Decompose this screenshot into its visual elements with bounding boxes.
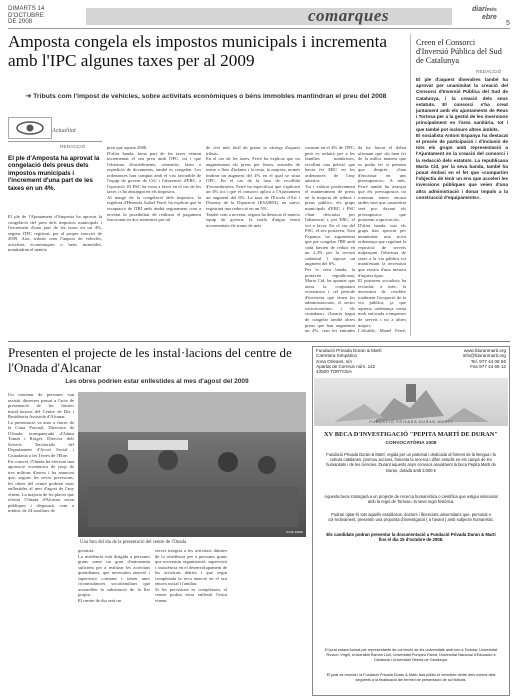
ad-address bbox=[316, 348, 416, 374]
subheadline bbox=[8, 92, 404, 101]
eye-icon bbox=[15, 121, 45, 135]
ad-line-2: zona Orleans, s/n bbox=[316, 358, 353, 364]
ad-paragraph-4: Els candidats podran presentar la documentació a Fundació Privada Duran & Martí fins el dia 15 d'octubre de 2008. bbox=[326, 532, 496, 543]
photo-caption: Una foto del dia de la presentació del centre de l'Onada bbox=[80, 540, 187, 545]
brand-name-2: ebre bbox=[482, 14, 497, 21]
headline: Amposta congela els impostos municipals i incrementa amb l'IPC algunes taxes per al 2009 bbox=[8, 32, 387, 70]
ad-org-name: Fundació Privada Duran & Martí bbox=[316, 348, 382, 353]
sidebar-author: REDACCIÓ bbox=[476, 70, 502, 75]
article-column-2: preu que aquest 2008. D'altra banda, bona part de les taxes veuran incrementat el seu preu amb l'IPC, tot i que l'obertura d'establiments, cementiri, fases o expedició de documents, també es congelen. Les ordenances han comptat amb el vist favorable de l'equip de govern de CiU i l'abstenció d'ERC, a l'oposició. El PSC ha votat a favor en el cas de les taxes i s'ha abstingut en els impostos. Al marge de la congelació dels impostos, la regidora d'Hisenda, Isabel Ferré, ha explicat que la recaptació de l'IBI amb tindrà segurament com a novetat la possibilitat de realitzar el pagament fraccionat en dos semestres per tal bbox=[107, 145, 201, 223]
second-column-2: geriatria. La residència està dirigida a persones grans sense un grau d'autonomia suficient per a realitzar les activitats quotidianes, que necessiten atenció i supervisió constant i tenen unes circumstàncies sociofamiliars que aconsellen la substitució de la llar pròpia. El centre de dia serà un bbox=[78, 548, 150, 603]
ad-email-link[interactable]: info@fduranmarti.org bbox=[462, 353, 506, 359]
ad-paragraph-3: Podran optar-hi tots aquells estudiosos, doctors i llicenciats universitaris que, personal o col·lectivament, presentin una proposta d'investigació ( a l'avant ) amb subjecte humanístic. bbox=[328, 512, 494, 523]
page-number: 5 bbox=[506, 20, 510, 27]
photo-credit: DIARI EBRE bbox=[286, 530, 304, 534]
section-banner bbox=[86, 8, 452, 25]
article-column-4-final: consum en el 4% de l'IPC, però es reduirà per a les famílies nombroses, recollint una petició que havia fet ERC en les ordenances de l'any anterior. Tot i valorar positivament el manteniment de preus en la majoria de tributs i preus públics, els grups municipals d'ERC i PSC s'han descartat per l'abstenció i, per ERC, el vot a favor. En el cas del PSC, el seu portaveu, Toni Espanya ha argumentat que per congelar l'IBI amb cada havien de reduir en un 2,4% per la revisió cadastral 'i suposa un augment del 6%. Per la seva banda, la portaveu republicana, Marta Cid, ha apuntat que atesa la conjuntura econòmica i «el període d'incertesa que viuen les administracions, el sector socioeconòmic i els ciutadans» s'hauria hagut de congelar també altres preus que han augmentat un 4%, com les entrades bbox=[305, 145, 355, 334]
subheadline-text: Tributs com l'impost de vehicles, sobre activitats econòmiques o béns immobles mantindran el preu del 2008 bbox=[33, 93, 387, 100]
section-title: comarques bbox=[308, 6, 389, 25]
ad-line-1: Carretera Simpàtica bbox=[316, 353, 357, 359]
ad-line-3: Apartat de Correus núm. 142 bbox=[316, 363, 376, 369]
ad-line-4: 43500 TORTOSA bbox=[316, 369, 352, 375]
event-photo bbox=[78, 392, 306, 537]
author-label: REDACCIÓ bbox=[60, 145, 86, 150]
date-year: DE 2008 bbox=[8, 18, 33, 26]
article-column-5-final: da ha fascat el debat afirmant que «hi hem fet de la millor manera que es podia fer si pensem que després s'han d'encaixar en uns pressupostos». A més, Ferré també ha avançat que els pressupostos no tornaran tenen encara tardes sinó que «austeritat serà poc davant els pressupostos que portarem a aprovació». D'altra banda, tots els grups han aprovat per unanimitat una nova ordenança que regularà la reposició de serveis mitjançant l'obertura de rases a la via pública tot manifestant la necessitat que existia d'una mesura d'aquest tipus. El portaveu socialista ha recordat, a més, la necessitat de resoldre totalment l'ocupació de la via pública, ja que aquesta ordenança venia molt enfocada a empreses de serveis i no a altres majors. L'alcalde, Manel Ferré, bbox=[358, 145, 406, 334]
ad-web-link[interactable]: www.fduranmarti.org bbox=[463, 348, 506, 353]
second-subheadline: Les obres podrien estar enllestides al mes d'agost del 2009 bbox=[65, 378, 249, 385]
ad-fax: Fax 977 44 69 12 bbox=[470, 363, 506, 369]
ad-contact bbox=[430, 348, 506, 369]
ad-paragraph-5: El jurat estarà format per representants de col·lecció de les universitats amb seu a Tortosa: Universitat Rovira i Virgili, Universitat Ramon Llull, Universitat Pompeu Fabra, Universitat Nacional d'Educació a Distància i Universitat Oberta de Catalunya. bbox=[325, 648, 497, 662]
lead-paragraph: El ple d'Amposta ha aprovat la congelació dels preus dels impostos municipals i l'increment d'una part de les taxes en un 4%. bbox=[8, 155, 100, 192]
brand-name: diari bbox=[472, 6, 487, 13]
date-line bbox=[8, 6, 44, 26]
ad-paragraph-1: Fundació Privada Duran & Martí, regida per un patronat i dedicada al foment de la llengua i la cultura catalanes, promou accions, fomenta la recerca i difon estudis en els camps de les humanitats i de les ciències. Durant aquests anys convoca anualment la beca Pepita Martí de Duran, dotada amb 3.000 € bbox=[326, 452, 496, 473]
article-column-1: El ple de l'Ajuntament d'Amposta ha aprovat la congelació del preu dels impostos municipals i l'increment d'una part de les taxes en un 4%, segons l'IPC registrat, per al proper exercici de 2009. Així, tributs com l'impost de vehicles, activitats econòmiques o béns immobles, mantindran el mateix bbox=[8, 214, 102, 253]
date-day: DIMARTS 14 bbox=[8, 5, 45, 12]
actualitat-logo bbox=[8, 117, 52, 139]
second-column-1: Un centenar de persones van assistir dimecres passat a l'acte de presentació de les futures instal·lacions del Centre de Dia i Residència Assistida d'Alcanar. La presentació va anar a càrrec de la Cinta Pascual, Directora de l'Onada, acompanyada d'Adam Tomàs i Roiget, Director dels Serveis Territorials del Departament d'Acció Social i Ciutadania a les Terres de l'Ebre. En concret, l'Onada ha efectuat una aportació econòmica de prop de tres milions d'euros i ha anunciat que, segons les seves previsions, les obres del centre podrien estar enllestides al mes d'agost de l'any vinent. La majoria de les places que oferirà l'Onada d'Alcanar seran públiques i disposarà, com a mínim, de 24 auxiliars de bbox=[8, 392, 74, 514]
sidebar-title: Creen el Consorci d'Inversió Pública del Sud de Catalunya bbox=[416, 38, 502, 66]
ad-convocatoria: CONVOCATÒRIA 2008 bbox=[385, 441, 437, 446]
sidebar-body: El ple d'aquest divendres també ha aprovat per unanimitat la creació del Consorci d'Inversió Pública del Sud de Catalunya, i la creació dels seus estatuts. El consorci s'ha creat juntament amb els ajuntaments de Reus i Tortosa per a la gestió de les inversions principalment en l'àrea sanitària, tot i que també pot incloure altres àmbits. El socialista Antoni Espanya ha destacat el procés de participació i d'inclusió de tots els grups amb representació a l'Ajuntament en la creació del consorci i la redacció dels estatuts. La republicana Marta Cid, per la seva banda, també ha posat èmfasi en el fet que «compartim l'objectiu de tenir un ens que acceleri les inversions públiques que veien d'una altra administració i donar impuls a la construcció d'equipaments». bbox=[416, 77, 508, 200]
arrow-icon: ➜ bbox=[25, 93, 34, 100]
ad-tel: Tel. 977 44 08 56 bbox=[470, 358, 506, 364]
date-month: D'OCTUBRE bbox=[8, 11, 44, 19]
actualitat-label: Actualitat bbox=[52, 128, 76, 134]
brand-mes-icon: més bbox=[486, 7, 497, 13]
ad-paragraph-2: Aquesta beca s'atorgarà a un projecte de recerca humanística o científica que estigui relacionat amb la regió de Tortosa i la seva regió històrica. bbox=[324, 494, 498, 505]
second-column-3: servei integrat a les activitats diürnes de la residència per a persones grans que necessitin organització, supervisió i assistència en el desenvolupament de les activitats diàries i que vegin completada la seva atenció en el seu entorn social i familiar. Si les previsions es compleixen, el centre podria estar enllestit l'estiu vinent. bbox=[155, 548, 227, 603]
ad-logo-band bbox=[314, 378, 508, 426]
second-headline: Presenten el projecte de les instal·lacions del centre de l'Onada d'Alcanar bbox=[8, 345, 292, 375]
article-column-3: de «fer més fàcil de portar la càrrega d'aquest tribut». En el cas de les taxes, Ferré ha explicat que no augmentaran els preus per festes, entrades de teatre o llars d'infants i la resta, la majoria, només tindran un augment del 4% en el qual se situa l'IPC. En el cas de la taxa de recollida d'escombraries, Ferré ha especificat que s'aplicarà un 4% tot i que el consorci aplica a l'Ajuntament un augment del 6%. La taxa de l'Escola d'Art i Disseny de la Diputació (ESARDI), en canvi, registrarà una reducció en un 5%. També com a novetat, segons ha destacat el mateix equip de govern, la tarifa d'aigua veurà incrementats els trams de més bbox=[206, 145, 300, 228]
brand-logo bbox=[472, 6, 497, 21]
ad-paragraph-6: El jurat es reunirà i la Fundació Privada Duran & Martí farà públic el veredicte dintre dels mesos dels següents a la finalització del termini de presentació de sol·licituds. bbox=[326, 673, 496, 682]
ad-logo-caption: FUNDACIÓ PRIVADA DURAN MARTÍ bbox=[369, 420, 453, 424]
ad-grant-title: XV BECA D'INVESTIGACIÓ "PEPITA MARTÍ DE DURAN" bbox=[324, 431, 498, 438]
foundation-logo-icon bbox=[314, 378, 508, 426]
